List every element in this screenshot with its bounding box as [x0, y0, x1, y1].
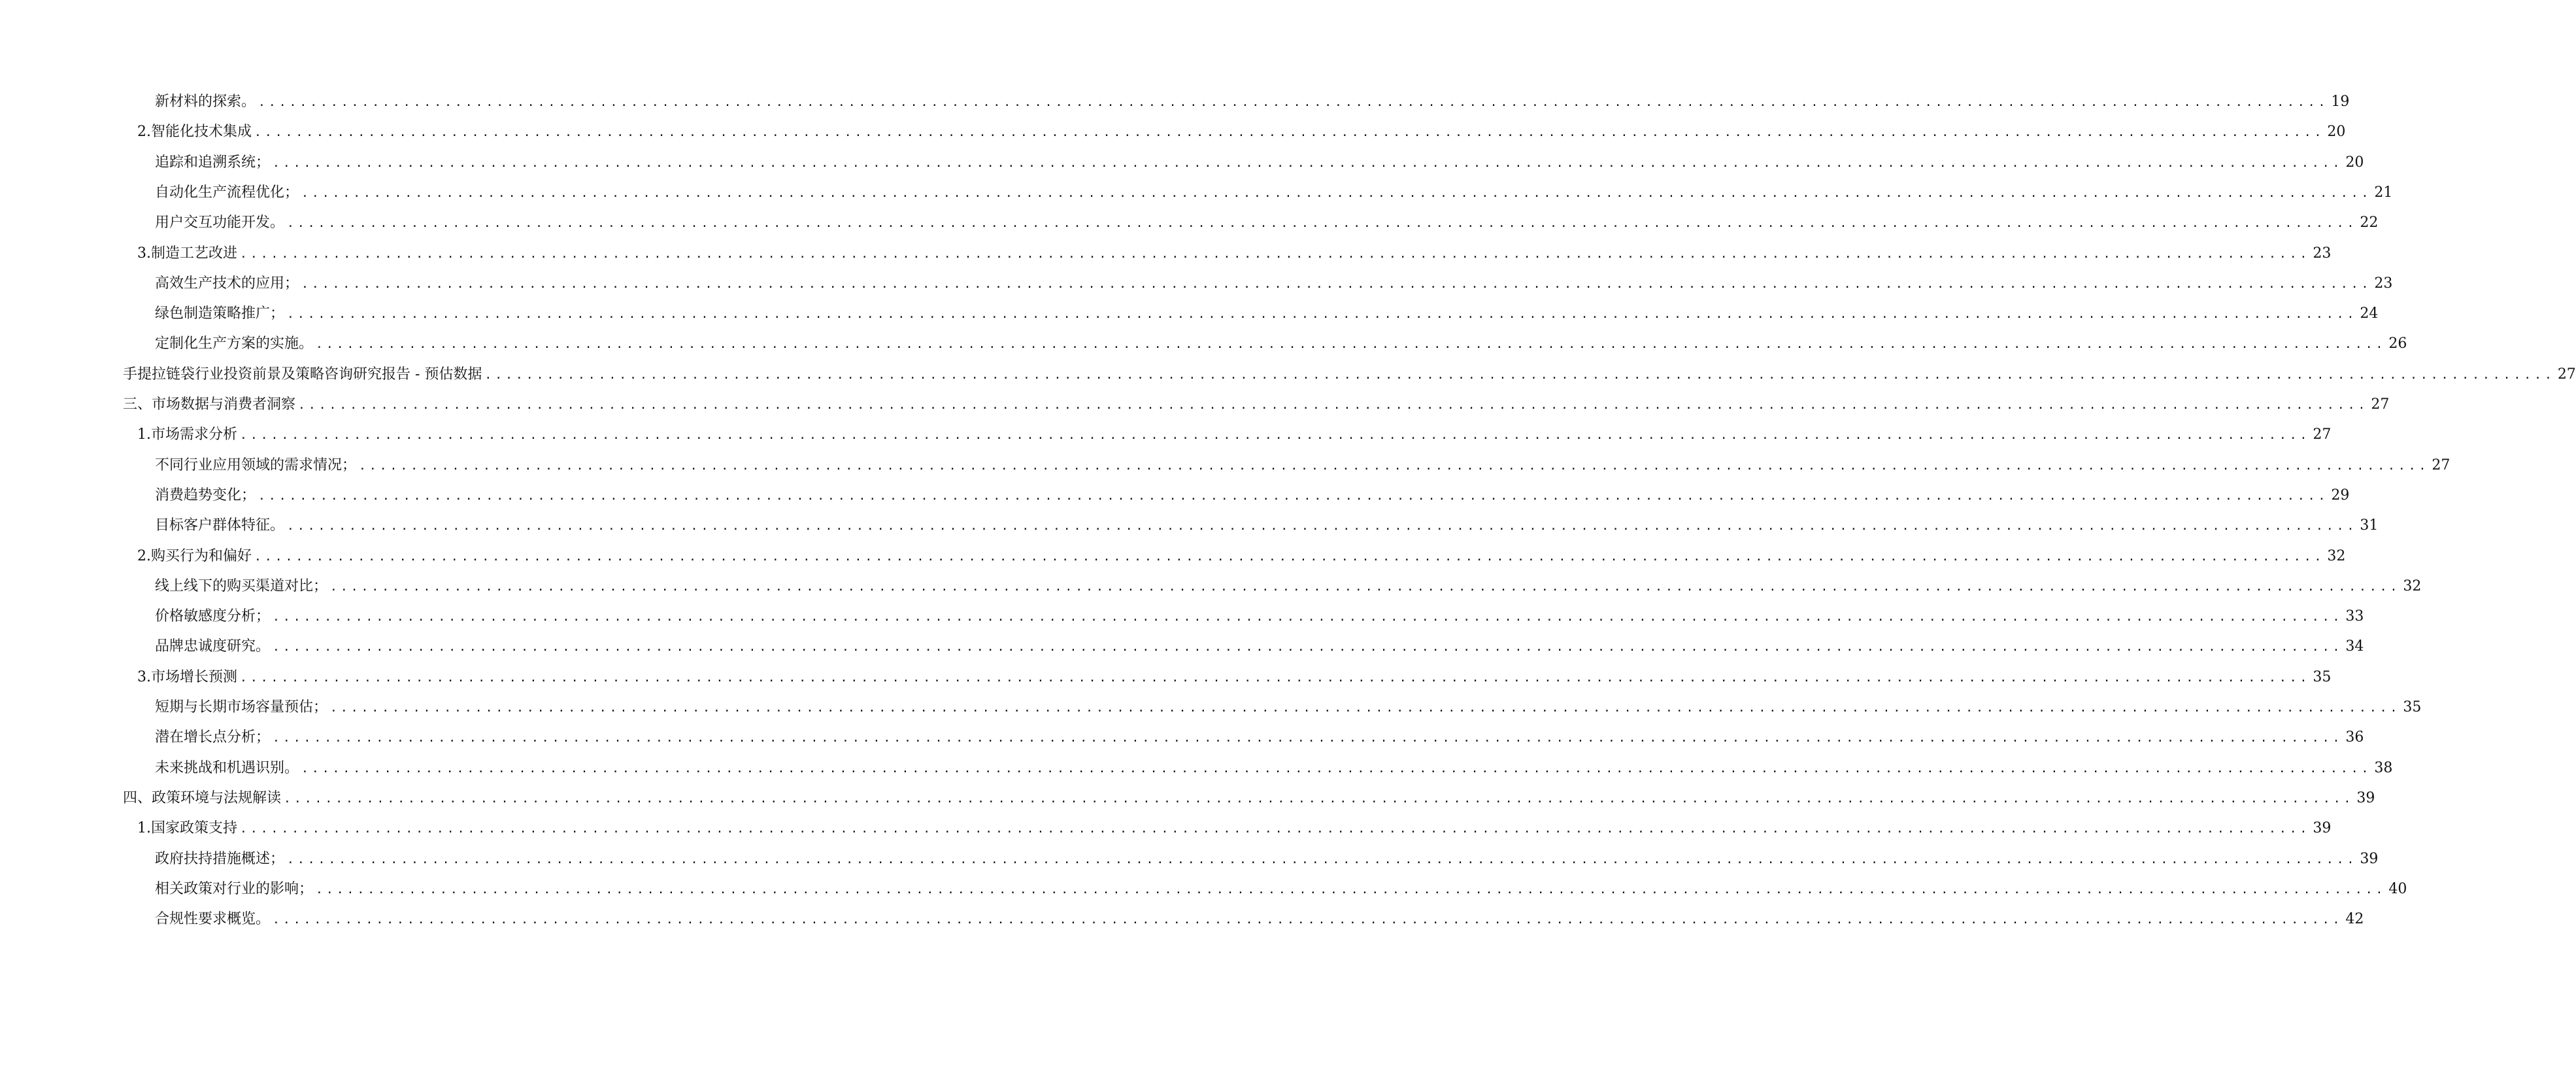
toc-entry-page-number: 21	[2374, 184, 2393, 201]
toc-entry-number: 2.	[137, 547, 151, 564]
toc-entry-title: 定制化生产方案的实施。	[155, 335, 314, 352]
toc-entry[interactable]	[155, 331, 2407, 357]
dot-leader: ........................................................................................................................................................................................................	[240, 428, 2311, 443]
toc-entry-title: 市场增长预测	[151, 668, 238, 685]
toc-entry-title: 短期与长期市场容量预估；	[155, 699, 328, 715]
toc-entry[interactable]	[155, 271, 2393, 297]
dot-leader: ........................................................................................................................................................................................................	[330, 579, 2401, 594]
toc-entry[interactable]	[137, 664, 2332, 691]
toc-entry-title: 三、市场数据与消费者洞察	[123, 396, 296, 413]
dot-leader: ........................................................................................................................................................................................................	[330, 701, 2401, 715]
toc-entry[interactable]	[123, 392, 2390, 418]
toc-entry-page-number: 27	[2432, 456, 2451, 473]
toc-entry-page-number: 27	[2557, 366, 2576, 383]
toc-entry-page-number: 19	[2331, 94, 2350, 110]
toc-entry-title: 制造工艺改进	[151, 245, 238, 262]
toc-entry-title: 智能化技术集成	[151, 124, 252, 141]
toc-entry-page-number: 39	[2356, 789, 2375, 806]
toc-entry-page-number: 24	[2360, 305, 2379, 322]
dot-leader: ........................................................................................................................................................................................................	[484, 368, 2555, 382]
toc-entry-title: 绿色制造策略推广；	[155, 305, 285, 322]
toc-entry[interactable]	[155, 513, 2379, 539]
toc-entry[interactable]	[137, 241, 2332, 267]
toc-entry[interactable]	[155, 453, 2451, 479]
toc-entry-title: 四、政策环境与法规解读	[123, 789, 282, 806]
toc-entry-title: 目标客户群体特征。	[155, 517, 285, 534]
toc-entry-page-number: 32	[2403, 577, 2422, 594]
toc-entry-title: 合规性要求概览。	[155, 911, 271, 928]
toc-entry-page-number: 35	[2313, 668, 2332, 685]
toc-entry-page-number: 23	[2313, 245, 2332, 262]
toc-entry-number: 2.	[137, 124, 151, 141]
dot-leader: ........................................................................................................................................................................................................	[359, 458, 2430, 473]
toc-entry[interactable]	[155, 604, 2364, 630]
dot-leader: ........................................................................................................................................................................................................	[287, 519, 2358, 534]
toc-entry-page-number: 39	[2360, 850, 2379, 867]
toc-entry-title: 购买行为和偏好	[151, 547, 252, 564]
toc-entry-page-number: 39	[2313, 820, 2332, 837]
toc-entry[interactable]	[155, 301, 2379, 327]
toc-entry-page-number: 27	[2313, 426, 2332, 443]
toc-entry-title: 自动化生产流程优化；	[155, 184, 299, 201]
toc-entry[interactable]	[137, 422, 2332, 448]
toc-entry-page-number: 20	[2327, 124, 2346, 141]
toc-entry-number: 1.	[137, 426, 151, 443]
dot-leader: ........................................................................................................................................................................................................	[273, 731, 2343, 745]
toc-entry-page-number: 36	[2345, 729, 2364, 746]
toc-entry[interactable]	[155, 906, 2364, 933]
dot-leader: ........................................................................................................................................................................................................	[301, 761, 2372, 776]
toc-entry-title: 政府扶持措施概述；	[155, 850, 285, 867]
toc-entry[interactable]	[155, 876, 2407, 902]
toc-entry-title: 手提拉链袋行业投资前景及策略咨询研究报告 - 预估数据	[123, 366, 482, 383]
dot-leader: ........................................................................................................................................................................................................	[240, 822, 2311, 836]
dot-leader: ........................................................................................................................................................................................................	[301, 277, 2372, 291]
dot-leader: ........................................................................................................................................................................................................	[254, 126, 2325, 140]
toc-entry-title: 不同行业应用领域的需求情况；	[155, 456, 357, 473]
dot-leader: ........................................................................................................................................................................................................	[316, 882, 2386, 897]
toc-entry-title: 线上线下的购买渠道对比；	[155, 577, 328, 594]
toc-entry-title: 品牌忠诚度研究。	[155, 638, 271, 655]
toc-entry-number: 3.	[137, 668, 151, 685]
toc-entry[interactable]	[155, 180, 2393, 206]
toc-entry[interactable]	[155, 89, 2350, 115]
toc-entry-page-number: 20	[2345, 154, 2364, 171]
dot-leader: ........................................................................................................................................................................................................	[301, 186, 2372, 200]
dot-leader: ........................................................................................................................................................................................................	[298, 398, 2369, 412]
toc-entry-page-number: 32	[2327, 547, 2346, 564]
toc-entry-title: 价格敏感度分析；	[155, 608, 271, 625]
toc-entry-page-number: 23	[2374, 275, 2393, 292]
toc-entry-title: 未来挑战和机遇识别。	[155, 759, 299, 776]
toc-entry-number: 1.	[137, 820, 151, 837]
dot-leader: ........................................................................................................................................................................................................	[240, 670, 2311, 685]
dot-leader: ........................................................................................................................................................................................................	[284, 791, 2354, 806]
toc-entry[interactable]	[155, 210, 2379, 236]
toc-entry[interactable]	[155, 574, 2422, 600]
toc-entry-page-number: 42	[2345, 911, 2364, 928]
toc-entry[interactable]	[155, 725, 2364, 751]
dot-leader: ........................................................................................................................................................................................................	[254, 549, 2325, 564]
dot-leader: ........................................................................................................................................................................................................	[240, 247, 2311, 261]
toc-entry-title: 相关政策对行业的影响；	[155, 880, 314, 897]
toc-entry-number: 3.	[137, 245, 151, 262]
toc-entry-page-number: 22	[2360, 214, 2379, 231]
dot-leader: ........................................................................................................................................................................................................	[273, 640, 2343, 655]
toc-entry-page-number: 33	[2345, 608, 2364, 625]
toc-entry[interactable]	[155, 755, 2393, 781]
toc-entry-page-number: 31	[2360, 517, 2379, 534]
toc-entry[interactable]	[155, 150, 2364, 176]
dot-leader: ........................................................................................................................................................................................................	[273, 156, 2343, 170]
toc-entry[interactable]	[155, 634, 2364, 660]
toc-entry-title: 高效生产技术的应用；	[155, 275, 299, 292]
toc-entry[interactable]	[155, 483, 2350, 509]
toc-entry[interactable]	[155, 694, 2422, 721]
toc-entry[interactable]	[155, 846, 2379, 872]
toc-entry-title: 市场需求分析	[151, 426, 238, 443]
toc-entry-title: 新材料的探索。	[155, 94, 256, 110]
toc-entry[interactable]	[137, 543, 2346, 570]
toc-entry-page-number: 29	[2331, 487, 2350, 504]
dot-leader: ........................................................................................................................................................................................................	[316, 337, 2386, 352]
toc-entry-title: 用户交互功能开发。	[155, 214, 285, 231]
toc-entry-page-number: 40	[2388, 880, 2407, 897]
toc-entry-page-number: 26	[2388, 335, 2407, 352]
dot-leader: ........................................................................................................................................................................................................	[273, 610, 2343, 625]
toc-entry-page-number: 34	[2345, 638, 2364, 655]
toc-entry-page-number: 35	[2403, 699, 2422, 715]
toc-entry-page-number: 38	[2374, 759, 2393, 776]
dot-leader: ........................................................................................................................................................................................................	[273, 913, 2343, 927]
toc-entry[interactable]	[123, 785, 2375, 812]
toc-entry-title: 追踪和追溯系统；	[155, 154, 271, 171]
toc-entry-page-number: 27	[2371, 396, 2390, 413]
dot-leader: ........................................................................................................................................................................................................	[287, 216, 2358, 231]
toc-entry-title: 国家政策支持	[151, 820, 238, 837]
dot-leader: ........................................................................................................................................................................................................	[258, 95, 2329, 109]
toc-entry[interactable]	[137, 815, 2332, 842]
toc-entry[interactable]	[137, 119, 2346, 145]
toc-entry-title: 潜在增长点分析；	[155, 729, 271, 746]
toc-entry[interactable]	[123, 362, 2576, 388]
dot-leader: ........................................................................................................................................................................................................	[287, 307, 2358, 322]
dot-leader: ........................................................................................................................................................................................................	[287, 852, 2358, 866]
toc-entry-title: 消费趋势变化；	[155, 487, 256, 504]
dot-leader: ........................................................................................................................................................................................................	[258, 488, 2329, 503]
